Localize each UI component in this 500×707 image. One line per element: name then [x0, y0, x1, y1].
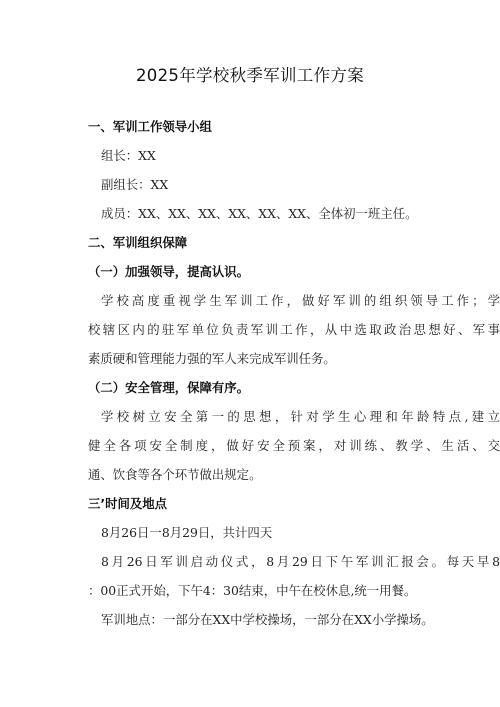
schedule-line: ：00正式开始，下午4：30结束，中午在校休息,统一用餐。	[88, 583, 417, 598]
paragraph-line: 学校高度重视学生军训工作，做好军训的组织领导工作；学	[101, 293, 500, 308]
deputy-leader-line: 副组长：XX	[101, 177, 169, 192]
section-heading-organization: 二、军训组织保障	[88, 235, 188, 250]
section-heading-leadership: 一、军训工作领导小组	[88, 119, 212, 134]
paragraph-line: 素质硬和管理能力强的军人来完成军训任务。	[88, 351, 336, 366]
members-line: 成员：XX、XX、XX、XX、XX、XX、全体初一班主任。	[101, 206, 418, 221]
paragraph-line: 健全各项安全制度，做好安全预案，对训练、教学、生活、交	[88, 438, 500, 453]
schedule-line: 8月26日军训启动仪式，8月29日下午军训汇报会。每天早8	[101, 554, 500, 569]
location-line: 军训地点：一部分在XX中学校操场，一部分在XX小学操场。	[101, 612, 434, 627]
paragraph-line: 学校树立安全第一的思想，针对学生心理和年龄特点,建立	[101, 409, 500, 424]
document-title: 2025年学校秋季军训工作方案	[136, 66, 364, 85]
section-heading-time-location: 三’时间及地点	[88, 496, 168, 511]
dates-line: 8月26日一8月29日，共计四天	[101, 525, 273, 540]
leader-line: 组长：XX	[101, 148, 156, 163]
subsection-heading-safety: （二）安全管理，保障有序。	[88, 380, 250, 395]
subsection-heading-leadership: （一）加强领导，提高认识。	[88, 264, 250, 279]
paragraph-line: 通、饮食等各个环节做出规定。	[88, 467, 262, 482]
paragraph-line: 校辖区内的驻军单位负责军训工作，从中选取政治思想好、军事	[88, 322, 500, 337]
